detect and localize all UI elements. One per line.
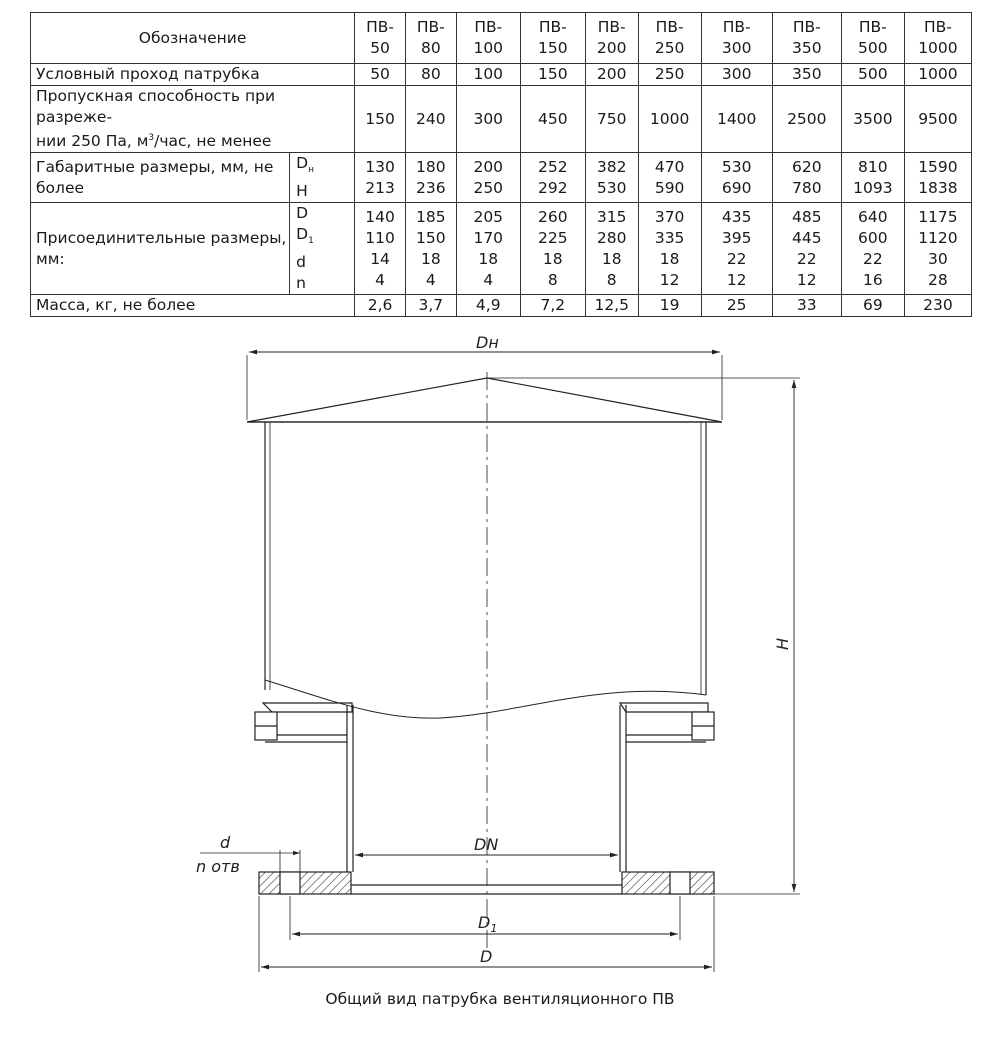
header-model: ПВ- 500 xyxy=(841,13,904,64)
cell-value: 200 250 xyxy=(456,153,520,203)
cell-value: 19 xyxy=(638,295,701,317)
label-h: H xyxy=(773,637,792,650)
header-model: ПВ- 80 xyxy=(405,13,456,64)
label-d: D xyxy=(480,947,493,966)
flange-left xyxy=(259,872,351,894)
table-row xyxy=(31,86,972,153)
cell-value: 500 xyxy=(841,64,904,86)
cell-value: 300 xyxy=(701,64,772,86)
specification-table xyxy=(30,12,972,317)
row-label: Пропускная способность при разреже- нии 250 Па, $м^3$/час, не менее xyxy=(31,86,355,153)
label-dh: Dн xyxy=(476,333,499,352)
label-n-otv: n отв xyxy=(196,857,240,876)
cell-value: 230 xyxy=(904,295,971,317)
flange-right xyxy=(622,872,714,894)
header-designation: Обозначение xyxy=(31,13,355,64)
cell-value: 470 590 xyxy=(638,153,701,203)
cell-value: 69 xyxy=(841,295,904,317)
cell-value: 150 xyxy=(355,86,406,153)
left-bracket xyxy=(263,703,352,712)
cell-value: 180 236 xyxy=(405,153,456,203)
cell-value: 240 xyxy=(405,86,456,153)
label-dn: DN xyxy=(474,835,499,854)
cell-value: 485 445 22 12 xyxy=(772,203,841,295)
row-sublabel: $D_н$ H xyxy=(290,153,355,203)
cell-value: 12,5 xyxy=(585,295,638,317)
cell-value: 1175 1120 30 28 xyxy=(904,203,971,295)
cell-value: 150 xyxy=(520,64,585,86)
cell-value: 530 690 xyxy=(701,153,772,203)
table-row xyxy=(31,153,972,203)
cell-value: 9500 xyxy=(904,86,971,153)
table-row xyxy=(31,203,972,295)
table-header-row xyxy=(31,13,972,64)
cell-value: 810 1093 xyxy=(841,153,904,203)
table-row xyxy=(31,64,972,86)
cell-value: 200 xyxy=(585,64,638,86)
header-model: ПВ- 250 xyxy=(638,13,701,64)
cell-value: 2,6 xyxy=(355,295,406,317)
cell-value: 1000 xyxy=(638,86,701,153)
cell-value: 640 600 22 16 xyxy=(841,203,904,295)
cell-value: 300 xyxy=(456,86,520,153)
table-body xyxy=(31,13,972,317)
cell-value: 3,7 xyxy=(405,295,456,317)
cell-value: 25 xyxy=(701,295,772,317)
cell-value: 250 xyxy=(638,64,701,86)
header-model: ПВ- 50 xyxy=(355,13,406,64)
header-model: ПВ- 350 xyxy=(772,13,841,64)
cell-value: 450 xyxy=(520,86,585,153)
cell-value: 315 280 18 8 xyxy=(585,203,638,295)
cell-value: 7,2 xyxy=(520,295,585,317)
right-bracket xyxy=(620,703,708,712)
row-sublabel: D $D_1$ d n xyxy=(290,203,355,295)
label-d-small: d xyxy=(220,833,231,852)
cell-value: 620 780 xyxy=(772,153,841,203)
row-label: Масса, кг, не более xyxy=(31,295,355,317)
header-model: ПВ- 150 xyxy=(520,13,585,64)
header-model: ПВ- 100 xyxy=(456,13,520,64)
cell-value: 750 xyxy=(585,86,638,153)
cell-value: 350 xyxy=(772,64,841,86)
ventilation-pipe-drawing xyxy=(0,300,1000,990)
cap-outline xyxy=(247,378,722,422)
cell-value: 370 335 18 12 xyxy=(638,203,701,295)
cell-value: 130 213 xyxy=(355,153,406,203)
cell-value: 4,9 xyxy=(456,295,520,317)
cell-value: 33 xyxy=(772,295,841,317)
row-label: Габаритные размеры, мм, не более xyxy=(31,153,290,203)
label-d1: $D_1$ xyxy=(478,913,498,935)
row-label: Присоединительные размеры, мм: xyxy=(31,203,290,295)
header-model: ПВ- 1000 xyxy=(904,13,971,64)
cell-value: 185 150 18 4 xyxy=(405,203,456,295)
cell-value: 140 110 14 4 xyxy=(355,203,406,295)
cell-value: 3500 xyxy=(841,86,904,153)
cell-value: 205 170 18 4 xyxy=(456,203,520,295)
row-label: Условный проход патрубка xyxy=(31,64,355,86)
cell-value: 260 225 18 8 xyxy=(520,203,585,295)
cell-value: 1000 xyxy=(904,64,971,86)
cell-value: 100 xyxy=(456,64,520,86)
cell-value: 80 xyxy=(405,64,456,86)
figure-caption: Общий вид патрубка вентиляционного ПВ xyxy=(325,990,675,1008)
cell-value: 435 395 22 12 xyxy=(701,203,772,295)
cell-value: 50 xyxy=(355,64,406,86)
cell-value: 382 530 xyxy=(585,153,638,203)
header-model: ПВ- 300 xyxy=(701,13,772,64)
cell-value: 1590 1838 xyxy=(904,153,971,203)
cell-value: 252 292 xyxy=(520,153,585,203)
header-model: ПВ- 200 xyxy=(585,13,638,64)
cell-value: 1400 xyxy=(701,86,772,153)
cell-value: 2500 xyxy=(772,86,841,153)
